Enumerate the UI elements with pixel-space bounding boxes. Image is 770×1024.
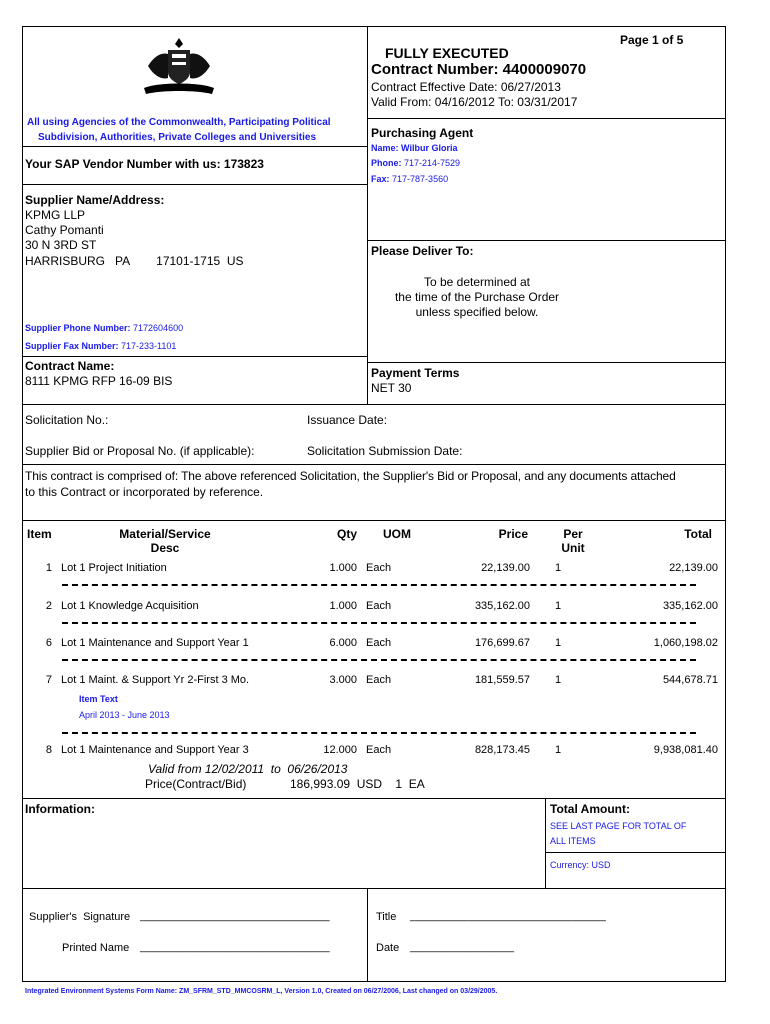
row1-desc: Lot 1 Project Initiation	[61, 562, 167, 574]
date-label: Date	[376, 942, 400, 954]
purchasing-agent-title: Purchasing Agent	[371, 126, 474, 140]
date-line[interactable]: _________________	[410, 941, 515, 953]
total-note-line1: SEE LAST PAGE FOR TOTAL OF	[550, 821, 687, 831]
row2-price: 335,162.00	[474, 600, 530, 612]
item-text-value: April 2013 - June 2013	[79, 710, 170, 720]
col-desc: Material/Service Desc	[119, 527, 211, 555]
submission-date: Solicitation Submission Date:	[307, 444, 463, 458]
deliver-line1: To be determined at	[423, 275, 531, 289]
row3-price: 176,699.67	[474, 637, 530, 649]
supplier-city: HARRISBURG PA 17101-1715 US	[25, 254, 244, 268]
deliver-line2: the time of the Purchase Order	[394, 290, 560, 304]
item-text-label: Item Text	[79, 694, 118, 704]
row3-qty: 6.000	[329, 637, 357, 649]
row-separator	[62, 622, 696, 624]
row-separator	[62, 584, 696, 586]
row2-total: 335,162.00	[662, 600, 718, 612]
agent-name: Name: Wilbur Gloria	[371, 143, 458, 153]
title-line[interactable]: ________________________________	[410, 910, 606, 922]
row5-price: 828,173.45	[474, 744, 530, 756]
contract-number: Contract Number: 4400009070	[371, 61, 587, 78]
supplier-signature-label: Supplier's Signature	[29, 911, 131, 923]
row3-uom: Each	[366, 637, 392, 649]
row1-price: 22,139.00	[481, 562, 530, 574]
row3-item: 6	[45, 637, 52, 649]
row3-total: 1,060,198.02	[653, 637, 718, 649]
total-note-line2: ALL ITEMS	[550, 836, 596, 846]
deliver-line3: unless specified below.	[415, 305, 539, 319]
col-item: Item	[27, 527, 52, 541]
row4-desc: Lot 1 Maint. & Support Yr 2-First 3 Mo.	[61, 674, 250, 686]
price-contract-label: Price(Contract/Bid)	[145, 777, 247, 791]
payment-title: Payment Terms	[371, 366, 460, 380]
information-label: Information:	[25, 802, 95, 816]
effective-date: Contract Effective Date: 06/27/2013	[371, 80, 561, 94]
row5-total: 9,938,081.40	[653, 744, 718, 756]
row5-item: 8	[45, 744, 52, 756]
total-amount-title: Total Amount:	[550, 802, 630, 816]
commonwealth-seal-icon	[138, 36, 220, 100]
printed-name-line[interactable]: _______________________________	[140, 941, 330, 953]
row4-qty: 3.000	[329, 674, 357, 686]
supplier-fax: Supplier Fax Number: 717-233-1101	[25, 341, 177, 351]
valid-dates: Valid From: 04/16/2012 To: 03/31/2017	[371, 95, 578, 109]
row2-qty: 1.000	[329, 600, 357, 612]
col-price: Price	[498, 527, 528, 541]
bid-no: Supplier Bid or Proposal No. (if applicable):	[25, 444, 255, 458]
contract-name-value: 8111 KPMG RFP 16-09 BIS	[25, 374, 173, 388]
col-uom: UOM	[383, 527, 411, 541]
row1-per: 1	[555, 562, 562, 574]
col-total: Total	[684, 527, 712, 541]
row-separator	[62, 732, 696, 734]
row5-uom: Each	[366, 744, 392, 756]
page-number: Page 1 of 5	[620, 33, 684, 47]
supplier-name: KPMG LLP	[25, 208, 86, 222]
row2-uom: Each	[366, 600, 392, 612]
row3-desc: Lot 1 Maintenance and Support Year 1	[61, 637, 249, 649]
row4-uom: Each	[366, 674, 392, 686]
col-qty: Qty	[336, 527, 357, 541]
row1-total: 22,139.00	[669, 562, 718, 574]
supplier-title: Supplier Name/Address:	[25, 193, 165, 207]
top-divider	[367, 26, 368, 404]
row2-item: 2	[45, 600, 52, 612]
price-contract-value: 186,993.09 USD 1 EA	[290, 777, 425, 791]
row4-per: 1	[555, 674, 562, 686]
currency: Currency: USD	[550, 860, 611, 870]
row5-per: 1	[555, 744, 562, 756]
solicitation-no: Solicitation No.:	[25, 413, 109, 427]
deliver-title: Please Deliver To:	[371, 244, 474, 258]
agent-fax: Fax: 717-787-3560	[371, 174, 449, 184]
row5-desc: Lot 1 Maintenance and Support Year 3	[61, 744, 249, 756]
row4-total: 544,678.71	[662, 674, 718, 686]
agencies-line1: All using Agencies of the Commonwealth, Participating Political	[27, 117, 331, 128]
row3-per: 1	[555, 637, 562, 649]
supplier-contact: Cathy Pomanti	[25, 223, 104, 237]
comprised-line2: to this Contract or incorporated by reference.	[25, 485, 264, 499]
valid-from-line: Valid from 12/02/2011 to 06/26/2013	[148, 762, 348, 776]
row1-uom: Each	[366, 562, 392, 574]
payment-value: NET 30	[371, 381, 412, 395]
row2-per: 1	[555, 600, 562, 612]
row2-desc: Lot 1 Knowledge Acquisition	[61, 600, 199, 612]
contract-name-title: Contract Name:	[25, 359, 115, 373]
row1-item: 1	[45, 562, 52, 574]
supplier-phone: Supplier Phone Number: 7172604600	[25, 323, 184, 333]
printed-name-label: Printed Name	[62, 942, 130, 954]
row1-qty: 1.000	[329, 562, 357, 574]
supplier-signature-line[interactable]: _______________________________	[140, 910, 330, 922]
status-title: FULLY EXECUTED	[385, 45, 509, 61]
footer-text: Integrated Environment Systems Form Name: ZM_SFRM_STD_MMCOSRM_L, Version 1.0, Created on 06/27/2006, Last changed on 03/29/2005.	[25, 988, 498, 995]
title-label: Title	[376, 911, 397, 923]
supplier-street: 30 N 3RD ST	[25, 238, 97, 252]
agencies-line2: Subdivision, Authorities, Private Colleges and Universities	[38, 132, 317, 143]
vendor-number: Your SAP Vendor Number with us: 173823	[25, 157, 264, 171]
comprised-line1: This contract is comprised of: The above referenced Solicitation, the Supplier's Bid or Proposal, and any documents attached	[25, 469, 676, 483]
row4-price: 181,559.57	[474, 674, 530, 686]
row-separator	[62, 659, 696, 661]
row4-item: 7	[45, 674, 52, 686]
row5-qty: 12.000	[323, 744, 357, 756]
agent-phone: Phone: 717-214-7529	[371, 158, 461, 168]
issuance-date: Issuance Date:	[307, 413, 388, 427]
col-per-unit: Per Unit	[561, 527, 585, 555]
